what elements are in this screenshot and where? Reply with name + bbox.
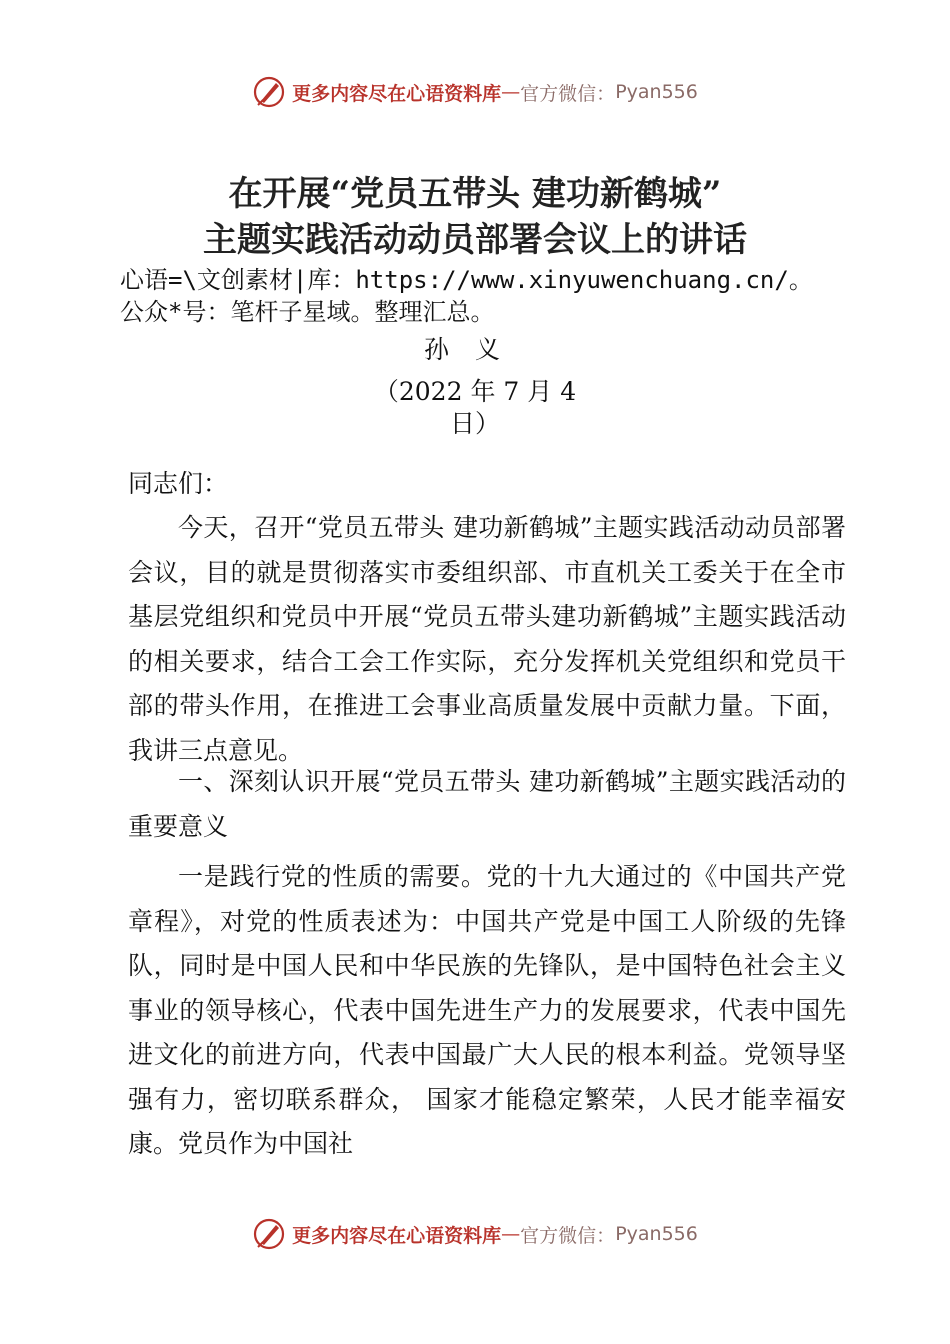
intro-text: 今天，召开“党员五带头 建功新鹤城”主题实践活动动员部署会议，目的就是贯彻落实市委组织部、市直机关工委关于在全市基层党组织和党员中开展“党员五带头建功新鹤城”主题实践活动的相关要求，结合工会工作实际，充分发挥机关党组织和党员干部的带头作用，在推进工会事业高质量发展中贡献力量。下面，我讲三点意见。 (128, 513, 846, 765)
page-title-line1: 在开展“党员五带头 建功新鹤城” (228, 174, 722, 214)
watermark-text: 更多内容尽在心语资料库 (292, 82, 502, 105)
header-watermark (0, 72, 950, 112)
wechat-id: Pyan556 (615, 81, 698, 103)
author-name: 孙义 (423, 335, 526, 364)
source-note-line1: 心语=\文创素材|库：https://www.xinyuwenchuang.cn/。 (120, 266, 813, 294)
date-line1: （2022 年 7 月 4 (373, 377, 577, 406)
footer-watermark (0, 1214, 950, 1254)
point-1-text: 一是践行党的性质的需要。党的十九大通过的《中国共产党章程》，对党的性质表述为：中国共产党是中国工人阶级的先锋队，同时是中国人民和中华民族的先锋队，是中国特色社会主义事业的领导核心，代表中国先进生产力的发展要求，代表中国先进文化的前进方向，代表中国最广大人民的根本利益。党领导坚强有力，密切联系群众， 国家才能稳定繁荣，人民才能幸福安康。党员作为中国社 (128, 862, 846, 1158)
section-heading-1 (128, 760, 846, 849)
wechat-label: 官方微信： (520, 1224, 616, 1247)
page-title-line2: 主题实践活动动员部署会议上的讲话 (203, 220, 747, 260)
watermark-text: 更多内容尽在心语资料库 (292, 1224, 502, 1247)
wechat-label: 官方微信： (520, 82, 616, 105)
quill-pen-logo-icon (252, 1217, 286, 1251)
section-heading-1-text: 一、深刻认识开展“党员五带头 建功新鹤城”主题实践活动的重要意义 (128, 767, 846, 841)
wechat-id: Pyan556 (615, 1223, 698, 1245)
source-note-line2: 公众*号：笔杆子星域。整理汇总。 (120, 298, 495, 326)
greeting: 同志们： (128, 469, 229, 498)
watermark-separator: — (501, 81, 521, 103)
intro-paragraph (128, 506, 846, 773)
date-line2: 日） (449, 409, 500, 438)
watermark-separator: — (501, 1223, 521, 1245)
point-paragraph-1 (128, 855, 846, 1167)
quill-pen-logo-icon (252, 75, 286, 109)
